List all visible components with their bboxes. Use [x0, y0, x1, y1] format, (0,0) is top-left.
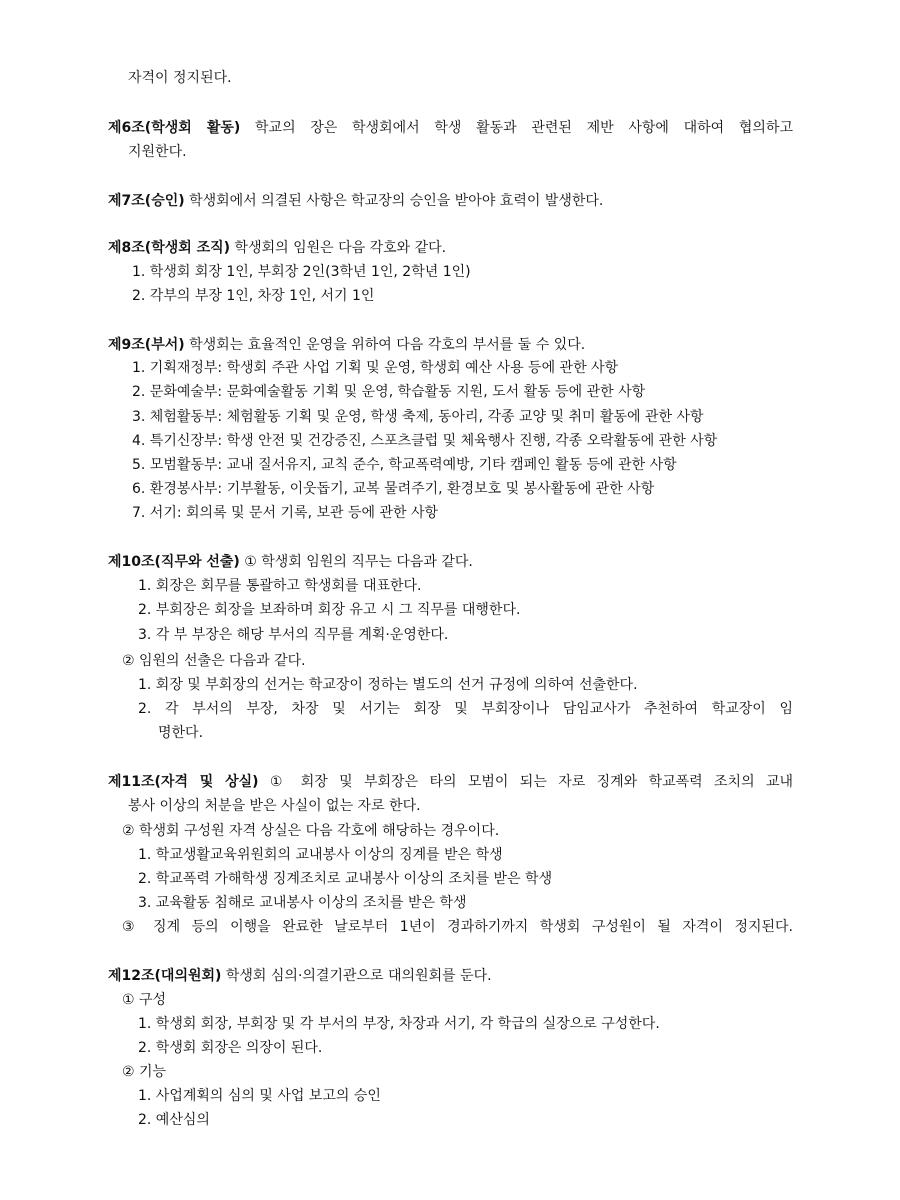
article-10-item-cont: 명한다. [158, 725, 204, 741]
article-10 [108, 552, 473, 572]
article-7-text: 학생회에서 의결된 사항은 학교장의 승인을 받아야 효력이 발생한다. [184, 193, 604, 209]
article-9-item: 1. 기획재정부: 학생회 주관 사업 기획 및 운영, 학생회 예산 사용 등에 관한 사항 [132, 360, 619, 376]
article-10-clause-2: ② 임원의 선출은 다음과 같다. [122, 653, 306, 669]
article-6-heading: 제6조(학생회 활동) [108, 120, 241, 136]
article-9-item: 3. 체험활동부: 체험활동 기획 및 운영, 학생 축제, 동아리, 각종 교양 및 취미 활동에 관한 사항 [132, 409, 704, 425]
article-6-text-cont: 지원한다. [128, 144, 187, 160]
article-9-item: 4. 특기신장부: 학생 안전 및 건강증진, 스포츠클럽 및 체육행사 진행, 각종 오락활동에 관한 사항 [132, 433, 718, 449]
article-7-heading: 제7조(승인) [108, 193, 185, 209]
article-9-item: 2. 문화예술부: 문화예술활동 기획 및 운영, 학습활동 지원, 도서 활동 등에 관한 사항 [132, 384, 646, 400]
article-9-text: 학생회는 효율적인 운영을 위하여 다음 각호의 부서를 둘 수 있다. [184, 337, 586, 353]
article-11-item: 3. 교육활동 침해로 교내봉사 이상의 조치를 받은 학생 [138, 895, 467, 911]
article-8 [108, 238, 446, 258]
article-10-item: 2. 부회장은 회장을 보좌하며 회장 유고 시 그 직무를 대행한다. [138, 602, 521, 618]
article-12-text: 학생회 심의·의결기관으로 대의원회를 둔다. [221, 968, 492, 984]
article-11 [108, 772, 793, 792]
article-11-item: 2. 학교폭력 가해학생 징계조치로 교내봉사 이상의 조치를 받은 학생 [138, 871, 553, 887]
continued-line: 자격이 정지된다. [128, 70, 232, 86]
article-12-clause-1: ① 구성 [122, 992, 167, 1008]
article-11-clause-2: ② 학생회 구성원 자격 상실은 다음 각호에 해당하는 경우이다. [122, 823, 500, 839]
article-12-item: 1. 사업계획의 심의 및 사업 보고의 승인 [138, 1088, 381, 1104]
article-11-heading: 제11조(자격 및 상실) [108, 774, 259, 790]
article-10-item: 1. 회장 및 부회장의 선거는 학교장이 정하는 별도의 선거 규정에 의하여 선출한다. [138, 677, 638, 693]
article-11-clause-3: ③ 징계 등의 이행을 완료한 날로부터 1년이 경과하기까지 학생회 구성원이 될 자격이 정지된다. [122, 919, 793, 935]
article-12-heading: 제12조(대의원회) [108, 968, 222, 984]
article-10-item: 2. 각 부서의 부장, 차장 및 서기는 회장 및 부회장이나 담임교사가 추천하여 학교장이 임 [138, 701, 793, 717]
article-8-item: 2. 각부의 부장 1인, 차장 1인, 서기 1인 [132, 288, 375, 304]
article-9-item: 6. 환경봉사부: 기부활동, 이웃돕기, 교복 물려주기, 환경보호 및 봉사활동에 관한 사항 [132, 481, 655, 497]
article-9-item: 5. 모범활동부: 교내 질서유지, 교칙 준수, 학교폭력예방, 기타 캠페인 활동 등에 관한 사항 [132, 457, 677, 473]
article-8-item: 1. 학생회 회장 1인, 부회장 2인(3학년 1인, 2학년 1인) [132, 264, 471, 280]
article-9-heading: 제9조(부서) [108, 337, 185, 353]
article-11-item: 1. 학교생활교육위원회의 교내봉사 이상의 징계를 받은 학생 [138, 847, 503, 863]
article-12-item: 2. 예산심의 [138, 1112, 210, 1128]
article-10-heading: 제10조(직무와 선출) [108, 554, 240, 570]
article-8-heading: 제8조(학생회 조직) [108, 240, 231, 256]
article-12-item: 1. 학생회 회장, 부회장 및 각 부서의 부장, 차장과 서기, 각 학급의 실장으로 구성한다. [138, 1016, 660, 1032]
article-6 [108, 118, 793, 138]
article-10-item: 1. 회장은 회무를 통괄하고 학생회를 대표한다. [138, 578, 422, 594]
article-11-text: ① 회장 및 부회장은 타의 모범이 되는 자로 징계와 학교폭력 조치의 교내 [258, 774, 794, 790]
article-10-text: ① 학생회 임원의 직무는 다음과 같다. [239, 554, 473, 570]
article-9-item: 7. 서기: 회의록 및 문서 기록, 보관 등에 관한 사항 [132, 505, 439, 521]
article-9 [108, 335, 585, 355]
article-12 [108, 966, 492, 986]
article-7 [108, 191, 603, 211]
article-11-text-cont: 봉사 이상의 처분을 받은 사실이 없는 자로 한다. [128, 798, 421, 814]
article-8-text: 학생회의 임원은 다음 각호와 같다. [230, 240, 447, 256]
article-12-item: 2. 학생회 회장은 의장이 된다. [138, 1040, 323, 1056]
article-6-text: 학교의 장은 학생회에서 학생 활동과 관련된 제반 사항에 대하여 협의하고 [240, 120, 793, 136]
article-10-item: 3. 각 부 부장은 해당 부서의 직무를 계획·운영한다. [138, 627, 449, 643]
article-12-clause-2: ② 기능 [122, 1064, 167, 1080]
